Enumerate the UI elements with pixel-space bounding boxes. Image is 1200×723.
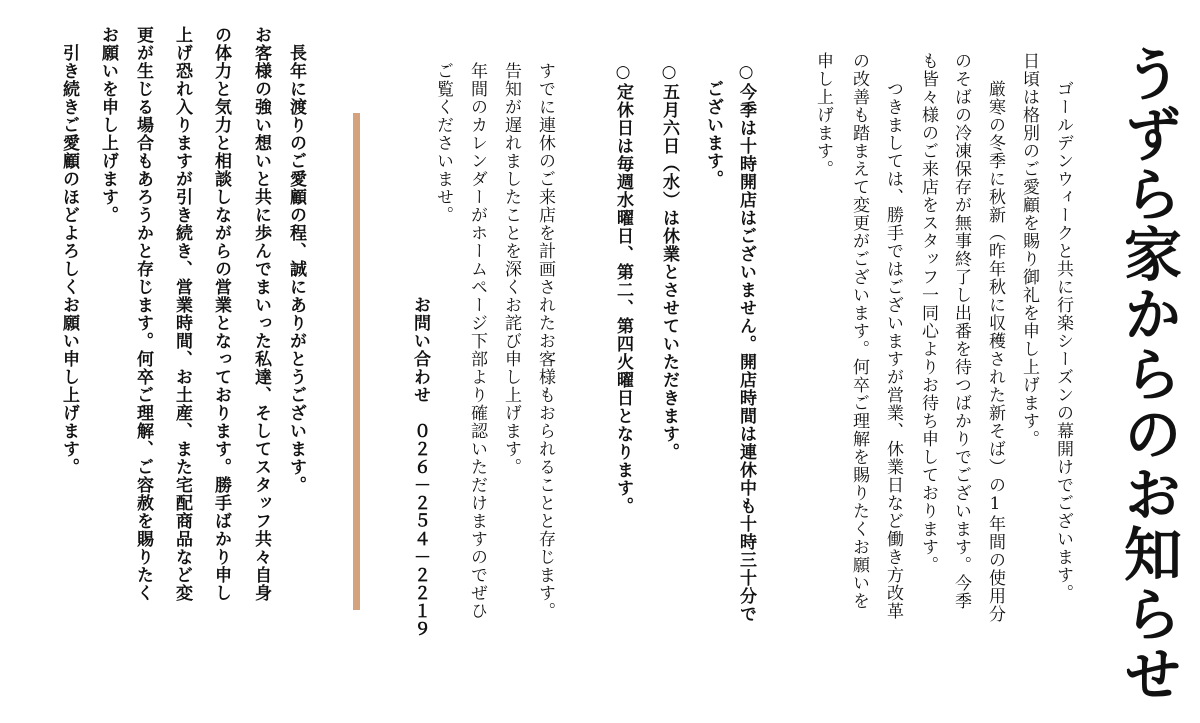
intro-line-4: のそばの冷凍保存が無事終了し出番を待つばかりでございます。今季 [951, 52, 971, 610]
apology-line-2: 告知が遅れましたことを深くお詫び申し上げます。 [501, 62, 521, 476]
intro-line-2: 日頃は格別のご愛顧を賜り御礼を申し上げます。 [1019, 52, 1039, 448]
closing-line-1: 長年に渡りのご愛顧の程、誠にありがとうございます。 [286, 44, 306, 494]
notice-title: うずら家からのお知らせ [1114, 44, 1182, 704]
item-opening-time-cont: ございます。 [703, 80, 723, 188]
intro-line-7: の改善も踏まえて変更がございます。何卒ご理解を賜りたくお願いを [849, 52, 869, 610]
intro-line-3: 厳寒の冬季に秋新（昨年秋に収穫された新そば）の1年間の使用分 [985, 80, 1005, 623]
contact-phone: お問い合わせ ０２６－２５４－２２１９ [410, 296, 430, 638]
intro-line-6: つきましては、勝手ではございますが営業、休業日など働き方改革 [883, 80, 903, 620]
apology-line-4: ご覧くださいませ。 [433, 62, 453, 224]
intro-line-5: も皆々様のご来店をスタッフ一同心よりお待ち申しております。 [918, 52, 938, 574]
item-opening-time: ○今季は十時開店はございません。開店時間は連休中も十時三十分で [736, 62, 756, 623]
intro-line-1: ゴールデンウィークと共に行楽シーズンの幕開けでございます。 [1053, 80, 1073, 602]
apology-line-1: すでに連休のご来店を計画されたお客様もおられることと存じます。 [535, 62, 555, 620]
divider-bar [353, 113, 360, 610]
intro-line-8: 申し上げます。 [813, 52, 833, 178]
closing-line-7: 引き続きご愛顧のほどよろしくお願い申し上げます。 [59, 44, 79, 476]
closing-line-6: お願いを申し上げます。 [98, 26, 118, 224]
item-may6-closed: ○五月六日（水）は休業とさせていただきます。 [659, 62, 679, 461]
item-regular-holidays: ○定休日は毎週水曜日、第二、第四火曜日となります。 [613, 62, 633, 515]
closing-line-2: お客様の強い想いと共に歩んでまいった私達、そしてスタッフ共々自身 [251, 26, 271, 602]
closing-line-3: の体力と気力と相談しながらの営業となっております。勝手ばかり申し [211, 26, 231, 602]
closing-line-5: 更が生じる場合もあろうかと存じます。何卒ご理解、ご容赦を賜りたく [133, 26, 153, 602]
closing-line-4: 上げ恐れ入りますが引き続き、営業時間、お土産、また宅配商品など変 [172, 26, 192, 602]
apology-line-3: 年間のカレンダーがホームページ下部より確認いただけますのでぜひ [467, 62, 487, 620]
